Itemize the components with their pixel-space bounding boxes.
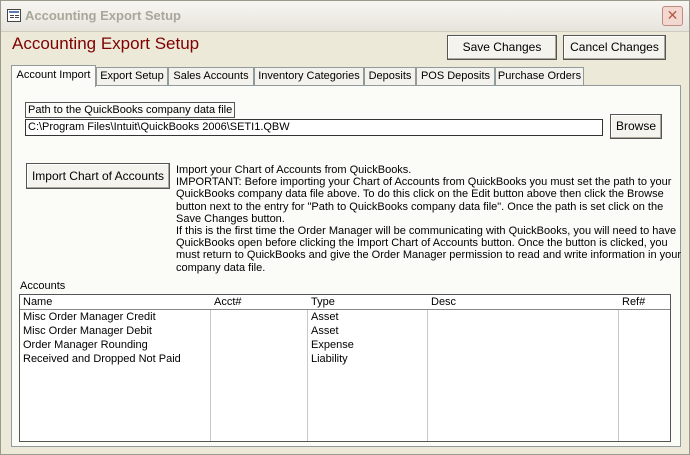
- cell-type: Liability: [311, 353, 348, 365]
- cell-desc: [428, 352, 618, 366]
- cell-ref: [619, 352, 670, 366]
- browse-button[interactable]: Browse: [610, 114, 662, 139]
- column-header-name[interactable]: Name: [23, 296, 53, 308]
- cell-type: Expense: [311, 339, 354, 351]
- cell-name: Misc Order Manager Credit: [23, 311, 156, 323]
- info-line: QuickBooks open before clicking the Import Chart of Accounts button. Once the button is clicked, you: [176, 237, 668, 250]
- column-header-desc[interactable]: Desc: [431, 296, 457, 308]
- accounts-table[interactable]: [19, 294, 671, 442]
- column-header-acct[interactable]: Acct#: [214, 296, 242, 308]
- import-instructions: [176, 164, 682, 274]
- table-header: [20, 295, 670, 310]
- table-row[interactable]: [20, 324, 670, 338]
- tab-export-setup[interactable]: Export Setup: [96, 67, 168, 85]
- path-input[interactable]: C:\Program Files\Intuit\QuickBooks 2006\SETI1.QBW: [25, 119, 603, 136]
- tab-account-import[interactable]: Account Import: [11, 65, 96, 87]
- app-icon: [7, 9, 21, 22]
- tab-inventory-categories[interactable]: Inventory Categories: [254, 67, 364, 85]
- info-line: Import your Chart of Accounts from QuickBooks.: [176, 164, 412, 176]
- cell-ref: [619, 324, 670, 338]
- cell-acct: [211, 352, 307, 366]
- save-button[interactable]: Save Changes: [447, 35, 557, 60]
- title-bar: [1, 1, 689, 32]
- cell-name: Order Manager Rounding: [23, 339, 148, 351]
- page-title: Accounting Export Setup: [12, 34, 200, 53]
- cell-ref: [619, 338, 670, 352]
- info-line: If this is the first time the Order Manager will be communicating with QuickBooks, you will need to have: [176, 225, 677, 238]
- column-header-ref[interactable]: Ref#: [622, 296, 646, 308]
- table-row[interactable]: [20, 338, 670, 352]
- path-label: Path to the QuickBooks company data file: [25, 102, 235, 118]
- info-line: Save Changes button.: [176, 212, 285, 225]
- cell-desc: [428, 338, 618, 352]
- info-line: IMPORTANT: Before importing your Chart of Accounts from QuickBooks you must set the path to your: [176, 176, 672, 189]
- cell-desc: [428, 324, 618, 338]
- cell-type: Asset: [311, 311, 339, 323]
- info-line: company data file.: [176, 261, 266, 274]
- tab-deposits[interactable]: Deposits: [364, 67, 416, 85]
- cell-desc: [428, 310, 618, 324]
- cell-ref: [619, 310, 670, 324]
- cell-type: Asset: [311, 325, 339, 337]
- accounts-label: Accounts: [20, 280, 66, 292]
- cancel-button[interactable]: Cancel Changes: [563, 35, 666, 60]
- import-chart-button[interactable]: Import Chart of Accounts: [26, 163, 170, 189]
- column-header-type[interactable]: Type: [311, 296, 335, 308]
- tab-sales-accounts[interactable]: Sales Accounts: [168, 67, 254, 85]
- cell-name: Misc Order Manager Debit: [23, 325, 152, 337]
- info-line: button next to the entry for "Path to QuickBooks company data file". Once the path is set click on the: [176, 200, 664, 213]
- cell-name: Received and Dropped Not Paid: [23, 353, 181, 365]
- close-icon[interactable]: ✕: [662, 6, 683, 26]
- tab-pos-deposits[interactable]: POS Deposits: [416, 67, 495, 85]
- tab-purchase-orders[interactable]: Purchase Orders: [495, 67, 584, 85]
- info-line: must return to QuickBooks and give the Order Manager permission to read and write information in your: [176, 249, 682, 262]
- cell-acct: [211, 338, 307, 352]
- table-row[interactable]: [20, 310, 670, 324]
- cell-acct: [211, 310, 307, 324]
- window-title: Accounting Export Setup: [25, 8, 181, 23]
- info-line: QuickBooks company data file above. To do this click on the Edit button above then click the Browse: [176, 188, 664, 201]
- table-row[interactable]: [20, 352, 670, 366]
- cell-acct: [211, 324, 307, 338]
